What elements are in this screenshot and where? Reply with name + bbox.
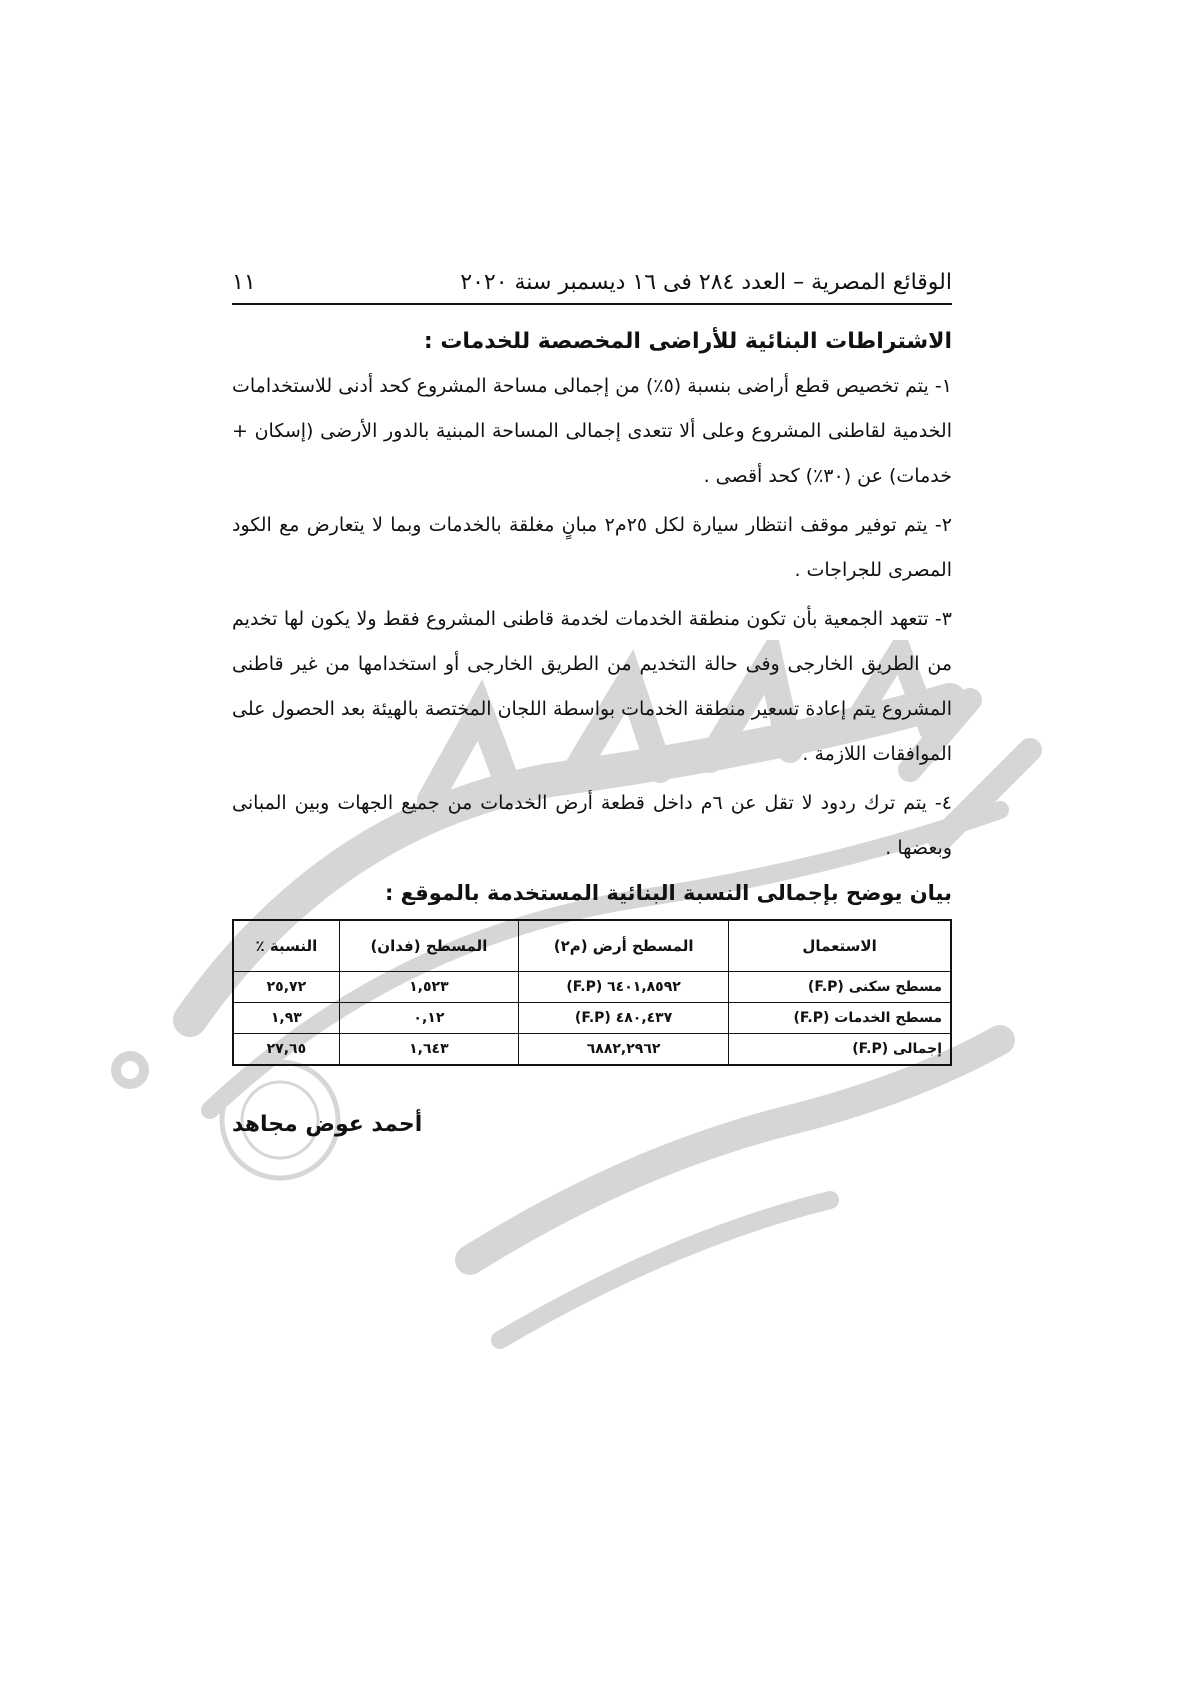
header-title: الوقائع المصرية – العدد ٢٨٤ فى ١٦ ديسمبر سنة ٢٠٢٠: [460, 270, 952, 295]
cell-area-m2: ٦٤٠١,٨٥٩٢ (F.P): [519, 972, 729, 1003]
cell-area-feddan: ١,٥٢٣: [339, 972, 518, 1003]
cell-use: مسطح سكنى (F.P): [729, 972, 951, 1003]
document-page: [232, 270, 952, 1137]
page-number: ١١: [232, 270, 256, 295]
table-header-row: [233, 920, 951, 972]
cell-use: مسطح الخدمات (F.P): [729, 1003, 951, 1034]
building-ratio-table: [232, 919, 952, 1066]
paragraph-item-3: ٣- تتعهد الجمعية بأن تكون منطقة الخدمات لخدمة قاطنى المشروع فقط ولا يكون لها تخديم من الطريق الخارجى وفى حالة التخديم من الطريق الخارجى أو استخدامها من غير قاطنى المشروع يتم إعادة تسعير منطقة الخدمات بواسطة اللجان المختصة بالهيئة بعد الحصول على الموافقات اللازمة .: [232, 608, 952, 765]
cell-ratio: ١,٩٣: [233, 1003, 339, 1034]
cell-area-m2: ٤٨٠,٤٣٧ (F.P): [519, 1003, 729, 1034]
paragraph-item-1: ١- يتم تخصيص قطع أراضى بنسبة (٥٪) من إجمالى مساحة المشروع كحد أدنى للاستخدامات الخدمية لقاطنى المشروع وعلى ألا تتعدى إجمالى المساحة المبنية بالدور الأرضى (إسكان + خدمات) عن (٣٠٪) كحد أقصى .: [232, 375, 952, 487]
cell-area-m2: ٦٨٨٢,٢٩٦٢: [519, 1034, 729, 1066]
header-use: الاستعمال: [729, 920, 951, 972]
signature: أحمد عوض مجاهد: [232, 1112, 423, 1137]
cell-area-feddan: ١,٦٤٣: [339, 1034, 518, 1066]
header-area-feddan: المسطح (فدان): [339, 920, 518, 972]
table-row: [233, 1003, 951, 1034]
cell-ratio: ٢٧,٦٥: [233, 1034, 339, 1066]
table-row: [233, 972, 951, 1003]
paragraph-item-4: ٤- يتم ترك ردود لا تقل عن ٦م داخل قطعة أرض الخدمات من جميع الجهات وبين المبانى وبعضها .: [232, 792, 952, 859]
page-header: [232, 270, 952, 305]
table-row: [233, 1034, 951, 1066]
header-ratio: النسبة ٪: [233, 920, 339, 972]
header-area-m2: المسطح أرض (م٢): [519, 920, 729, 972]
section-title: الاشتراطات البنائية للأراضى المخصصة للخدمات :: [423, 329, 952, 354]
cell-area-feddan: ٠,١٢: [339, 1003, 518, 1034]
cell-use: إجمالى (F.P): [729, 1034, 951, 1066]
paragraph-item-2: ٢- يتم توفير موقف انتظار سيارة لكل ٢٥م٢ مبانٍ مغلقة بالخدمات وبما لا يتعارض مع الكود المصرى للجراجات .: [232, 514, 952, 581]
table-title: بيان يوضح بإجمالى النسبة البنائية المستخدمة بالموقع :: [384, 881, 952, 905]
cell-ratio: ٢٥,٧٢: [233, 972, 339, 1003]
